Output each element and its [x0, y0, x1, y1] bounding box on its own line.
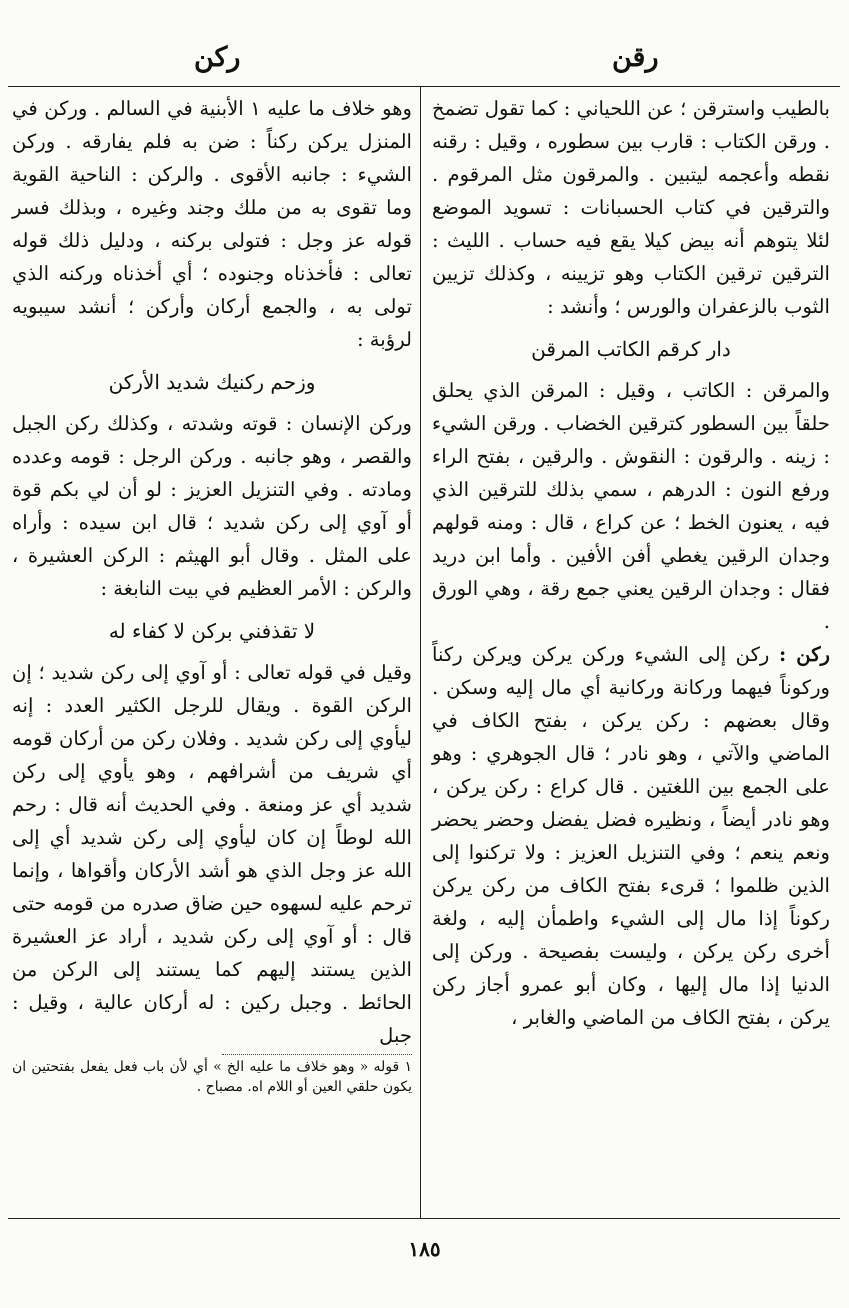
dictionary-entry: [432, 638, 830, 1034]
verse-quote: دار كرقم الكاتب المرقن: [531, 337, 731, 361]
paragraph: وهو خلاف ما عليه ١ الأبنية في السالم . وركن في المنزل يركن ركناً : ضن به فلم يفارقه . وركن الشيء : جانبه الأقوى . والركن : الناحية القوية وما تقوى به من ملك وجند وغيره ، وبذلك فسر قوله عز وجل : فتولى بركنه ، ودليل ذلك قوله تعالى : فأخذناه وجنوده ؛ أي أخذناه وركنه الذي تولى به ، والجمع أركان وأركن ؛ أنشد سيبويه لرؤبة :: [12, 97, 412, 351]
footer-rule: [8, 1218, 840, 1219]
column-divider: [420, 86, 421, 1218]
left-column: [12, 92, 412, 1097]
paragraph: وركن الإنسان : قوته وشدته ، وكذلك ركن الجبل والقصر ، وهو جانبه . وركن الرجل : قومه وعدده ومادته . وفي التنزيل العزيز : لو أن لي بكم قوة أو آوي إلى ركن شديد ؛ قال ابن سيده : وأراه على المثل . وقال أبو الهيثم : الركن العشيرة ، والركن : الأمر العظيم في بيت النابغة :: [12, 412, 412, 600]
paragraph: بالطيب واسترقن ؛ عن اللحياني : كما تقول تضمخ . ورقن الكتاب : قارب بين سطوره ، وقيل : رقنه نقطه وأعجمه ليتبين . والمرقون مثل المرقوم . والترقين في كتاب الحسبانات : تسويد الموضع لئلا يتوهم أنه بيض كيلا يقع فيه حساب . الليث : الترقين ترقين الكتاب وهو تزيينه ، وكذلك تزيين الثوب بالزعفران والورس ؛ وأنشد :: [432, 97, 830, 318]
entry-text: ركن إلى الشيء وركن يركن ويركن ركناً وركوناً فيهما وركانة وركانية أي مال إليه وسكن . وقال بعضهم : ركن يركن ، بفتح الكاف في الماضي والآتي ، وهو نادر ؛ قال الجوهري : وهو على الجمع بين اللغتين . قال كراع : ركن يركن ، وهو نادر أيضاً ، ونظيره فضل يفضل وحضر يحضر ونعم ينعم ؛ وفي التنزيل العزيز : ولا تركنوا إلى الذين ظلموا ؛ قرىء بفتح الكاف من ركن يركن ركوناً إذا مال إلى الشيء واطمأن إليه ، ولغة أخرى ركن يركن ، وليست بفصيحة . وركن إلى الدنيا إذا مال إليها ، وكان أبو عمرو أجاز ركن يركن ، بفتح الكاف من الماضي والغابر ،: [432, 643, 830, 1029]
page-number: ١٨٥: [408, 1237, 441, 1261]
paragraph: والمرقن : الكاتب ، وقيل : المرقن الذي يحلق حلقاً بين السطور كترقين الخضاب . ورقن الشيء : زينه . والرقون : النقوش . والرقين ، بفتح الراء ورفع النون : الدرهم ، سمي بذلك للترقين الذي فيه ، يعنون الخط ؛ عن كراع ، قال : ومنه قولهم وجدان الرقين يغطي أفن الأفين . وأما ابن دريد فقال : وجدان الرقين يعني جمع رقة ، وهي الورق .: [432, 379, 830, 633]
verse-quote: لا تقذفني بركن لا كفاء له: [108, 619, 316, 643]
entry-headword: ركن :: [778, 643, 830, 666]
verse-quote: وزحم ركنيك شديد الأركن: [108, 370, 316, 394]
running-headword-left: ركن: [194, 42, 241, 73]
footnote-rule: [222, 1054, 412, 1055]
running-headword-right: رقن: [612, 42, 659, 73]
right-column: [432, 92, 830, 1034]
paragraph: وقيل في قوله تعالى : أو آوي إلى ركن شديد ؛ إن الركن القوة . ويقال للرجل الكثير العدد : إنه ليأوي إلى ركن شديد . وفلان ركن من أركان قومه أي شريف من أشرافهم ، وهو يأوي إلى ركن شديد أي عز ومنعة . وفي الحديث أنه قال : رحم الله لوطاً إن كان ليأوي إلى ركن شديد أي إلى الله عز وجل الذي هو أشد الأركان وأقواها ، وإنما ترحم عليه لسهوه حين ضاق صدره من قومه حتى قال : أو آوي إلى ركن شديد ، أراد عز العشيرة الذين يستند إليهم كما يستند إلى الركن من الحائط . وجبل ركين : له أركان عالية ، وقيل : جبل: [12, 661, 412, 1047]
header-rule: [8, 86, 840, 87]
footnote: ١ قوله « وهو خلاف ما عليه الخ » أي لأن باب فعل يفعل بفتحتين ان يكون حلقي العين أو اللام اه. مصباح .: [12, 1059, 412, 1095]
